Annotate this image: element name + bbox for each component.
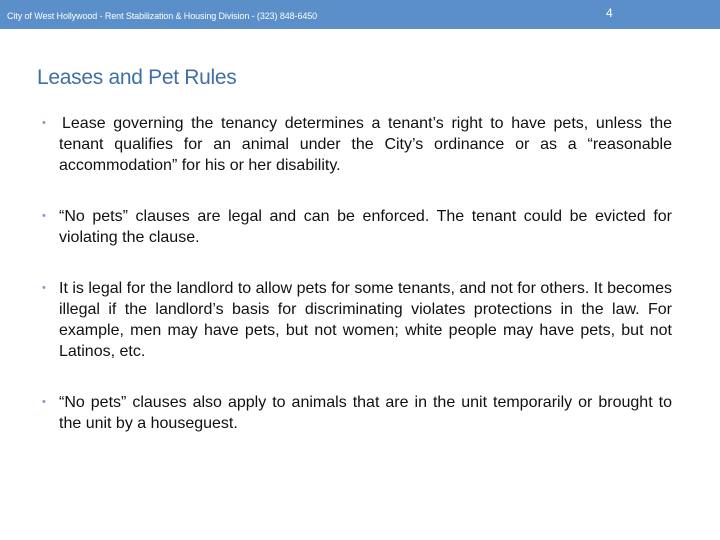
bullet-text: It is legal for the landlord to allow pets for some tenants, and not for others. It becomes illegal if the landlord’s basis for discriminating violates protections in the law. For example, men may have pets, but not women; white people may have pets, but not Latinos, etc.	[59, 280, 672, 360]
bullet-icon: •	[42, 210, 46, 222]
bullet-text: Lease governing the tenancy determines a tenant’s right to have pets, unless the tenant qualifies for an animal under the City’s ordinance or as a “reasonable accommodation” for his or her disability.	[59, 115, 672, 174]
bullet-icon: •	[42, 396, 46, 408]
bullet-text: “No pets” clauses also apply to animals that are in the unit temporarily or brought to the unit by a houseguest.	[59, 394, 672, 432]
bullet-text: “No pets” clauses are legal and can be enforced. The tenant could be evicted for violating the clause.	[59, 208, 672, 246]
header-bar	[0, 0, 720, 29]
bullet-icon: •	[42, 117, 46, 129]
header-footer-text: City of West Hollywood - Rent Stabilization & Housing Division - (323) 848-6450	[7, 11, 318, 21]
bullet-item	[42, 206, 672, 248]
bullet-item	[42, 278, 672, 362]
bullet-item	[42, 113, 672, 176]
page-number: 4	[606, 6, 613, 20]
bullet-item	[42, 392, 672, 434]
bullet-list	[42, 113, 672, 434]
bullet-icon: •	[42, 282, 46, 294]
slide-title: Leases and Pet Rules	[37, 66, 237, 89]
